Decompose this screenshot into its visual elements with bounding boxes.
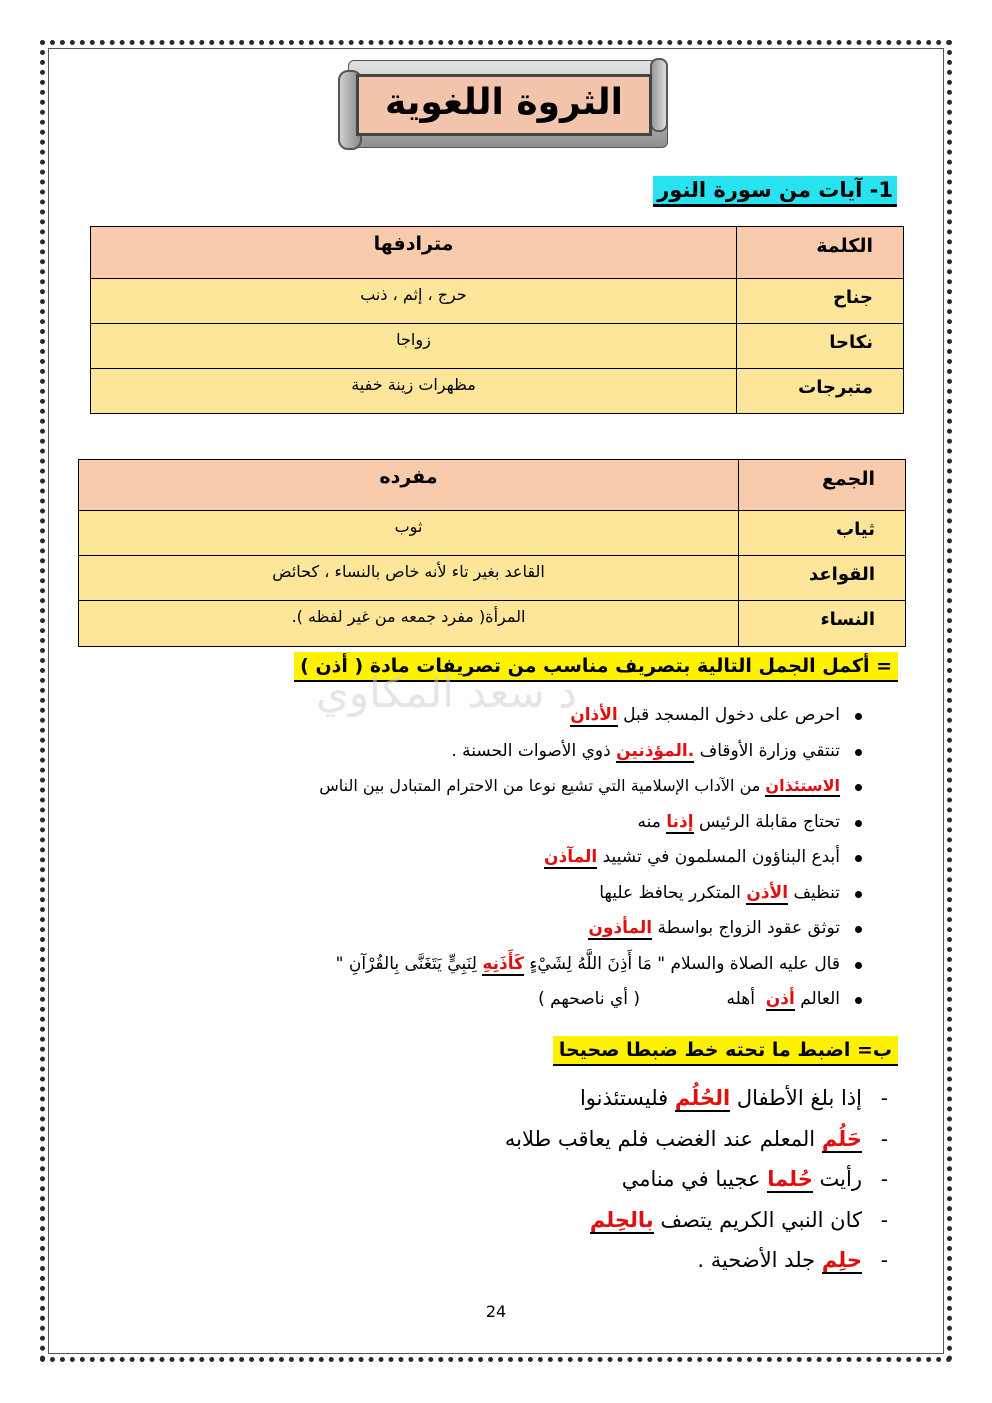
word-cell: نكاحا <box>737 324 904 369</box>
word-cell: جناح <box>737 279 904 324</box>
table-header-row <box>79 460 906 511</box>
table-header-cell: مترادفها <box>91 227 737 279</box>
answer-word: المآذن <box>543 847 598 867</box>
list-item: قال عليه الصلاة والسلام " مَا أَذِنَ اللَّهُ لِشَيْءٍ كَأَذَنِهِ لِنَبِيٍّ يَتَغَنَّى بِالقُرْآنِ " <box>150 949 840 985</box>
list-item: - حلِم جلد الأضحية . <box>342 1242 862 1283</box>
meaning-cell: زواجا <box>91 324 737 369</box>
answer-word: كَأَذَنِهِ <box>482 953 524 974</box>
meaning-cell: حرج ، إثم ، ذنب <box>91 279 737 324</box>
table-row <box>91 279 904 324</box>
answer-word: المأذون <box>588 918 653 938</box>
section1-heading: 1- آيات من سورة النور <box>653 176 897 207</box>
list-item: تحتاج مقابلة الرئيس إذنا منه <box>150 807 840 843</box>
list-item: الاستئذان من الآداب الإسلامية التي تشيع نوعا من الاحترام المتبادل بين الناس <box>150 771 840 807</box>
diacritics-list <box>342 1080 862 1283</box>
answer-word: الاستئذان <box>765 776 840 795</box>
page-number: 24 <box>485 1302 507 1321</box>
plural-cell: ثياب <box>739 511 906 556</box>
plural-cell: النساء <box>739 601 906 647</box>
list-item: احرص على دخول المسجد قبل الأذان <box>150 700 840 736</box>
answer-word: بالحِلم <box>589 1207 654 1232</box>
table-row <box>79 556 906 601</box>
singular-cell: القاعد بغير تاء لأنه خاص بالنساء ، كحائض <box>79 556 739 601</box>
list-item: توثق عقود الزواج بواسطة المأذون <box>150 913 840 949</box>
table-header-cell: الجمع <box>739 460 906 511</box>
plurals-table <box>78 459 906 647</box>
list-item: العالم أذن أهله ( أي ناصحهم ) <box>150 984 840 1020</box>
table-row <box>79 601 906 647</box>
page-title: الثروة اللغوية <box>385 82 623 123</box>
table-row <box>79 511 906 556</box>
singular-cell: ثوب <box>79 511 739 556</box>
word-cell: متبرجات <box>737 369 904 414</box>
list-item: - رأيت حُلما عجيبا في منامي <box>342 1161 862 1202</box>
table-header-cell: مفرده <box>79 460 739 511</box>
answer-word: أذن <box>765 989 795 1009</box>
exercise-a-heading: = أكمل الجمل التالية بتصريف مناسب من تصريفات مادة ( أذن ) <box>294 652 898 682</box>
plural-cell: القواعد <box>739 556 906 601</box>
list-item: - إذا بلغ الأطفال الحُلُم فليستئذنوا <box>342 1080 862 1121</box>
synonyms-table <box>90 226 904 414</box>
answer-word: حلِم <box>821 1248 862 1272</box>
answer-word: إذنا <box>666 811 694 832</box>
exercise-b-heading: ب= اضبط ما تحته خط ضبطا صحيحا <box>553 1036 898 1066</box>
list-item: - كان النبي الكريم يتصف بالحِلم <box>342 1202 862 1243</box>
table-row <box>91 369 904 414</box>
meaning-cell: مظهرات زينة خفية <box>91 369 737 414</box>
fill-in-list <box>150 700 840 1020</box>
list-item: تنتقي وزارة الأوقاف .المؤذنين ذوي الأصوات الحسنة . <box>150 736 840 772</box>
answer-word: حُلما <box>767 1167 813 1191</box>
singular-cell: المرأة( مفرد جمعه من غير لفظه ). <box>79 601 739 647</box>
answer-word: الأذن <box>746 882 789 903</box>
answer-word: .المؤذنين <box>616 740 695 761</box>
list-item: أبدع البناؤون المسلمون في تشييد المآذن <box>150 842 840 878</box>
answer-word: الحُلُم <box>674 1086 731 1110</box>
table-header-cell: الكلمة <box>737 227 904 279</box>
title-scroll-banner <box>338 56 668 152</box>
list-item: تنظيف الأذن المتكرر يحافظ عليها <box>150 878 840 914</box>
answer-word: الأذان <box>570 705 618 725</box>
table-row <box>91 324 904 369</box>
table-header-row <box>91 227 904 279</box>
answer-word: حَلُم <box>821 1126 862 1151</box>
list-item: - حَلُم المعلم عند الغضب فلم يعاقب طلابه <box>342 1121 862 1162</box>
watermark: د سعد المكاوي <box>316 668 577 717</box>
